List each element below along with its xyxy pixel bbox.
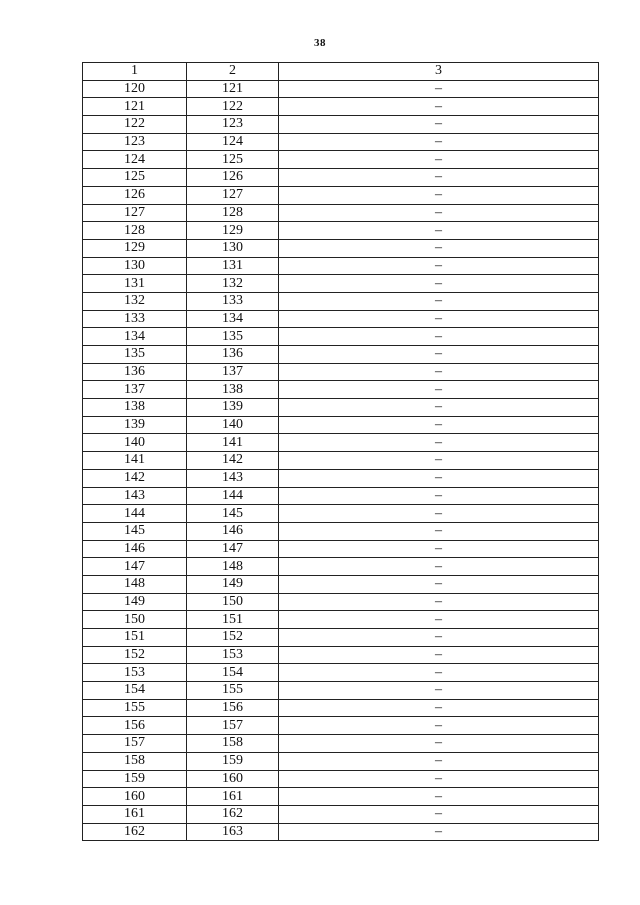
table-cell-col-1: 130 (83, 257, 187, 275)
table-cell-col-3: – (279, 346, 599, 364)
table-cell-col-2: 157 (187, 717, 279, 735)
table-cell-col-2: 142 (187, 452, 279, 470)
table-cell-col-2: 141 (187, 434, 279, 452)
table-cell-col-2: 145 (187, 505, 279, 523)
table-cell-col-1: 162 (83, 823, 187, 841)
table-cell-col-2: 132 (187, 275, 279, 293)
table-cell-col-2: 128 (187, 204, 279, 222)
table-cell-col-2: 149 (187, 575, 279, 593)
table-cell-col-1: 125 (83, 169, 187, 187)
table-cell-col-2: 124 (187, 133, 279, 151)
table-row (83, 805, 599, 823)
table-cell-col-3: – (279, 558, 599, 576)
table-cell-col-1: 132 (83, 292, 187, 310)
table-cell-col-3: – (279, 116, 599, 134)
table-cell-col-2: 133 (187, 292, 279, 310)
table-row (83, 699, 599, 717)
table-row (83, 505, 599, 523)
table-row (83, 540, 599, 558)
table-cell-col-2: 122 (187, 98, 279, 116)
table-cell-col-1: 126 (83, 186, 187, 204)
table-cell-col-3: – (279, 80, 599, 98)
table-cell-col-3: – (279, 646, 599, 664)
table-cell-col-1: 127 (83, 204, 187, 222)
table-cell-col-2: 143 (187, 469, 279, 487)
table-cell-col-1: 137 (83, 381, 187, 399)
table-cell-col-2: 147 (187, 540, 279, 558)
table-cell-col-3: – (279, 98, 599, 116)
table-cell-col-1: 141 (83, 452, 187, 470)
table-row (83, 770, 599, 788)
table-row (83, 629, 599, 647)
table-cell-col-1: 146 (83, 540, 187, 558)
table-row (83, 381, 599, 399)
table-row (83, 575, 599, 593)
table-row (83, 186, 599, 204)
table-cell-col-2: 155 (187, 682, 279, 700)
table-header (83, 63, 599, 81)
table-cell-col-3: – (279, 752, 599, 770)
table-cell-col-2: 121 (187, 80, 279, 98)
table-cell-col-1: 139 (83, 416, 187, 434)
table-row (83, 646, 599, 664)
table-row (83, 80, 599, 98)
table-cell-col-2: 150 (187, 593, 279, 611)
table-cell-col-3: – (279, 770, 599, 788)
table-row (83, 169, 599, 187)
table-cell-col-1: 145 (83, 522, 187, 540)
table-cell-col-3: – (279, 682, 599, 700)
table-cell-col-2: 134 (187, 310, 279, 328)
table-cell-col-1: 142 (83, 469, 187, 487)
table-cell-col-3: – (279, 239, 599, 257)
table-row (83, 151, 599, 169)
table-cell-col-1: 131 (83, 275, 187, 293)
table-cell-col-1: 152 (83, 646, 187, 664)
table-row (83, 522, 599, 540)
table-cell-col-1: 140 (83, 434, 187, 452)
table-cell-col-2: 154 (187, 664, 279, 682)
table-cell-col-1: 123 (83, 133, 187, 151)
table-row (83, 452, 599, 470)
table-cell-col-2: 127 (187, 186, 279, 204)
table-cell-col-3: – (279, 328, 599, 346)
table-cell-col-1: 147 (83, 558, 187, 576)
table-cell-col-2: 140 (187, 416, 279, 434)
table-row (83, 204, 599, 222)
table-cell-col-1: 155 (83, 699, 187, 717)
column-header-1: 1 (83, 63, 187, 81)
table-cell-col-3: – (279, 505, 599, 523)
table-cell-col-3: – (279, 133, 599, 151)
table-cell-col-1: 124 (83, 151, 187, 169)
page-number: 38 (314, 37, 326, 49)
table-cell-col-2: 144 (187, 487, 279, 505)
table-row (83, 593, 599, 611)
table-row (83, 434, 599, 452)
table-cell-col-3: – (279, 629, 599, 647)
table-cell-col-2: 146 (187, 522, 279, 540)
table-cell-col-2: 139 (187, 399, 279, 417)
table-cell-col-2: 135 (187, 328, 279, 346)
table-row (83, 222, 599, 240)
table-cell-col-1: 148 (83, 575, 187, 593)
table-body (83, 80, 599, 841)
table-cell-col-1: 150 (83, 611, 187, 629)
table-cell-col-1: 138 (83, 399, 187, 417)
table-cell-col-3: – (279, 788, 599, 806)
table-cell-col-2: 152 (187, 629, 279, 647)
table-cell-col-1: 122 (83, 116, 187, 134)
table-cell-col-3: – (279, 575, 599, 593)
table-cell-col-3: – (279, 540, 599, 558)
table-row (83, 275, 599, 293)
table-cell-col-3: – (279, 735, 599, 753)
table-cell-col-1: 120 (83, 80, 187, 98)
table-cell-col-2: 156 (187, 699, 279, 717)
table-cell-col-3: – (279, 399, 599, 417)
table-cell-col-2: 123 (187, 116, 279, 134)
table-row (83, 823, 599, 841)
table-row (83, 416, 599, 434)
header-row (83, 63, 599, 81)
table-cell-col-3: – (279, 823, 599, 841)
table-cell-col-1: 154 (83, 682, 187, 700)
table-cell-col-3: – (279, 611, 599, 629)
table-cell-col-1: 136 (83, 363, 187, 381)
table-cell-col-3: – (279, 522, 599, 540)
table-cell-col-1: 160 (83, 788, 187, 806)
table-row (83, 257, 599, 275)
table-cell-col-3: – (279, 222, 599, 240)
table-cell-col-3: – (279, 805, 599, 823)
table-cell-col-1: 128 (83, 222, 187, 240)
table-row (83, 310, 599, 328)
table-cell-col-2: 129 (187, 222, 279, 240)
table-cell-col-2: 159 (187, 752, 279, 770)
column-header-3: 3 (279, 63, 599, 81)
table-cell-col-2: 153 (187, 646, 279, 664)
table-cell-col-1: 159 (83, 770, 187, 788)
table-cell-col-3: – (279, 292, 599, 310)
table-cell-col-3: – (279, 664, 599, 682)
table-cell-col-2: 163 (187, 823, 279, 841)
table-cell-col-3: – (279, 381, 599, 399)
table-row (83, 558, 599, 576)
table-cell-col-3: – (279, 469, 599, 487)
table-cell-col-2: 131 (187, 257, 279, 275)
table-cell-col-1: 129 (83, 239, 187, 257)
table-cell-col-1: 151 (83, 629, 187, 647)
table-cell-col-3: – (279, 452, 599, 470)
table-cell-col-1: 158 (83, 752, 187, 770)
table-row (83, 98, 599, 116)
table-cell-col-1: 161 (83, 805, 187, 823)
table-row (83, 611, 599, 629)
table-cell-col-3: – (279, 257, 599, 275)
table-row (83, 469, 599, 487)
table-cell-col-3: – (279, 275, 599, 293)
table-cell-col-2: 137 (187, 363, 279, 381)
column-header-2: 2 (187, 63, 279, 81)
table-cell-col-2: 138 (187, 381, 279, 399)
table-cell-col-2: 161 (187, 788, 279, 806)
table-cell-col-2: 130 (187, 239, 279, 257)
table-row (83, 133, 599, 151)
table-cell-col-3: – (279, 717, 599, 735)
table-cell-col-1: 143 (83, 487, 187, 505)
table-row (83, 717, 599, 735)
table-cell-col-1: 121 (83, 98, 187, 116)
table-row (83, 664, 599, 682)
table-row (83, 239, 599, 257)
table-cell-col-3: – (279, 169, 599, 187)
table-cell-col-2: 125 (187, 151, 279, 169)
table-row (83, 752, 599, 770)
table-cell-col-1: 133 (83, 310, 187, 328)
table-row (83, 788, 599, 806)
table-row (83, 363, 599, 381)
table-row (83, 399, 599, 417)
table-cell-col-3: – (279, 310, 599, 328)
table-cell-col-3: – (279, 186, 599, 204)
table-cell-col-3: – (279, 434, 599, 452)
data-table (82, 62, 599, 841)
table-cell-col-1: 135 (83, 346, 187, 364)
table-cell-col-1: 149 (83, 593, 187, 611)
table-cell-col-3: – (279, 204, 599, 222)
table-cell-col-3: – (279, 151, 599, 169)
table-cell-col-1: 134 (83, 328, 187, 346)
table-cell-col-2: 126 (187, 169, 279, 187)
table-row (83, 328, 599, 346)
table-cell-col-2: 151 (187, 611, 279, 629)
table-cell-col-1: 157 (83, 735, 187, 753)
table-cell-col-2: 162 (187, 805, 279, 823)
table-cell-col-1: 144 (83, 505, 187, 523)
table-row (83, 735, 599, 753)
table-cell-col-3: – (279, 363, 599, 381)
table-cell-col-1: 153 (83, 664, 187, 682)
table-row (83, 682, 599, 700)
table-cell-col-3: – (279, 416, 599, 434)
table-row (83, 346, 599, 364)
table-cell-col-2: 160 (187, 770, 279, 788)
table-cell-col-2: 136 (187, 346, 279, 364)
table-row (83, 292, 599, 310)
table-cell-col-1: 156 (83, 717, 187, 735)
table-cell-col-3: – (279, 593, 599, 611)
table-cell-col-3: – (279, 487, 599, 505)
table-cell-col-2: 158 (187, 735, 279, 753)
table-cell-col-3: – (279, 699, 599, 717)
table-row (83, 116, 599, 134)
table-row (83, 487, 599, 505)
table-cell-col-2: 148 (187, 558, 279, 576)
